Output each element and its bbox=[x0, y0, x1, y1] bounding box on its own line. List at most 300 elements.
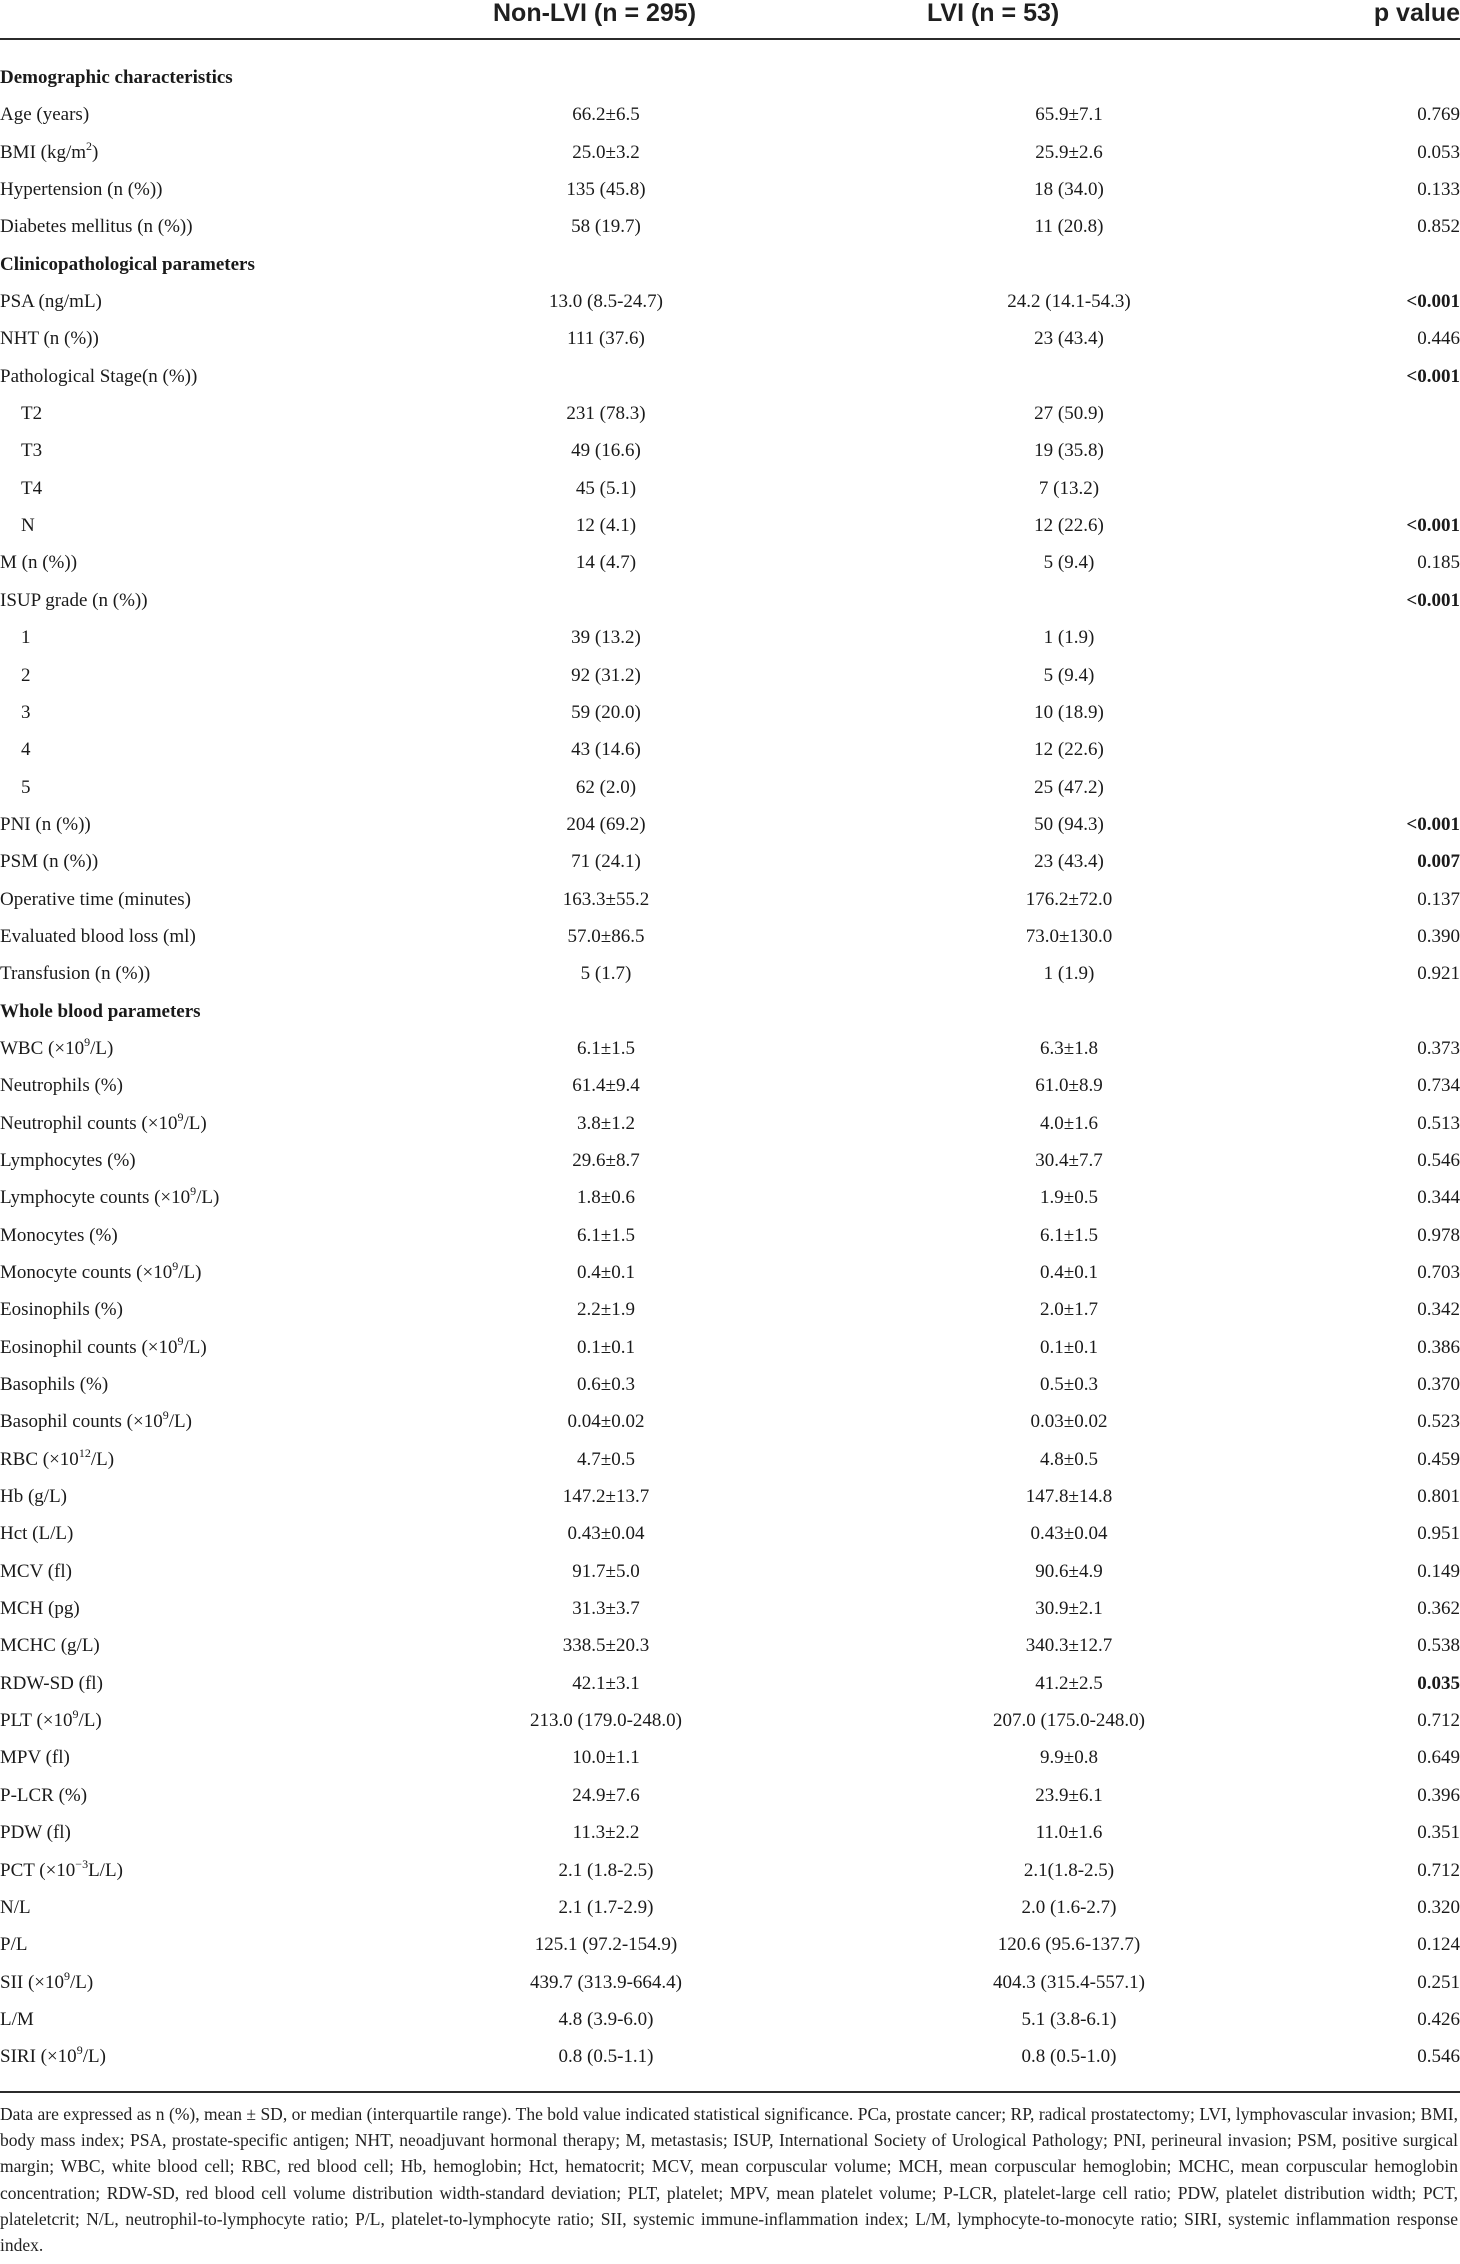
cell-lvi: 6.1±1.5 bbox=[1040, 1224, 1098, 1246]
cell-non-lvi: 125.1 (97.2-154.9) bbox=[534, 1934, 678, 1956]
row-label-text: PSM (n (%)) bbox=[0, 851, 99, 873]
cell-non-lvi: 39 (13.2) bbox=[571, 627, 641, 649]
cell-p-value: 0.133 bbox=[1417, 179, 1460, 201]
cell-lvi: 2.0±1.7 bbox=[1040, 1299, 1098, 1321]
row-label-text: PDW (fl) bbox=[0, 1822, 71, 1844]
table-row bbox=[0, 208, 1460, 245]
cell-p-value: 0.007 bbox=[1417, 851, 1460, 873]
table-row bbox=[0, 1665, 1460, 1702]
cell-non-lvi: 66.2±6.5 bbox=[572, 104, 640, 126]
table-row bbox=[0, 1441, 1460, 1478]
cell-p-value: 0.546 bbox=[1417, 2046, 1460, 2068]
row-label-text: 1 bbox=[21, 627, 31, 649]
cell-p-value: 0.513 bbox=[1417, 1112, 1460, 1134]
section-title bbox=[0, 59, 233, 96]
cell-lvi: 2.1(1.8-2.5) bbox=[1023, 1859, 1115, 1881]
row-label-text: Monocytes (%) bbox=[0, 1224, 118, 1246]
row-label bbox=[0, 1590, 80, 1627]
row-label-text: PNI (n (%)) bbox=[0, 813, 91, 835]
cell-lvi: 6.3±1.8 bbox=[1040, 1037, 1098, 1059]
row-label-text: Diabetes mellitus (n (%)) bbox=[0, 216, 193, 238]
cell-lvi: 0.43±0.04 bbox=[1030, 1523, 1108, 1545]
row-label bbox=[21, 657, 31, 694]
cell-non-lvi: 0.4±0.1 bbox=[577, 1262, 635, 1283]
cell-p-value: <0.001 bbox=[1406, 515, 1460, 537]
cell-lvi: 4.8±0.5 bbox=[1040, 1448, 1098, 1470]
row-label-superscript: 9 bbox=[162, 1408, 169, 1423]
row-label-text: Eosinophil counts (×10 bbox=[0, 1336, 178, 1358]
row-label bbox=[0, 1030, 113, 1067]
row-label bbox=[0, 1553, 72, 1590]
cell-non-lvi: 11.3±2.2 bbox=[572, 1822, 640, 1844]
row-label-text: Demographic characteristics bbox=[0, 67, 233, 88]
table-row bbox=[0, 432, 1460, 469]
row-label-text: BMI (kg/m bbox=[0, 141, 87, 163]
row-label-text: SIRI (×10 bbox=[0, 2046, 77, 2068]
table-row bbox=[0, 358, 1460, 395]
row-label bbox=[0, 544, 77, 581]
cell-p-value: 0.370 bbox=[1417, 1374, 1460, 1396]
row-label-superscript: 9 bbox=[76, 2043, 83, 2058]
row-label-text: RBC (×10 bbox=[0, 1448, 79, 1470]
cell-non-lvi: 59 (20.0) bbox=[571, 701, 641, 723]
cell-lvi: 19 (35.8) bbox=[1034, 440, 1104, 462]
cell-p-value: 0.459 bbox=[1417, 1448, 1460, 1470]
row-label-superscript: 9 bbox=[172, 1259, 179, 1273]
cell-lvi: 0.1±0.1 bbox=[1040, 1336, 1098, 1358]
row-label-text: PLT (×10 bbox=[0, 1710, 73, 1732]
cell-lvi: 207.0 (175.0-248.0) bbox=[993, 1710, 1145, 1732]
cell-non-lvi: 2.1 (1.8-2.5) bbox=[558, 1859, 654, 1881]
table-row bbox=[0, 1105, 1460, 1142]
cell-non-lvi: 3.8±1.2 bbox=[577, 1112, 635, 1134]
row-label-suffix: /L) bbox=[183, 1112, 207, 1134]
cell-non-lvi: 2.1 (1.7-2.9) bbox=[558, 1896, 654, 1918]
table-row bbox=[0, 769, 1460, 806]
cell-p-value: 0.801 bbox=[1417, 1486, 1460, 1508]
row-label-text: T4 bbox=[21, 477, 43, 499]
table-row bbox=[0, 1030, 1460, 1067]
row-label bbox=[21, 507, 35, 544]
cell-lvi: 2.0 (1.6-2.7) bbox=[1021, 1896, 1117, 1918]
cell-non-lvi: 439.7 (313.9-664.4) bbox=[530, 1971, 682, 1993]
cell-p-value: 0.351 bbox=[1417, 1822, 1460, 1844]
cell-p-value: 0.523 bbox=[1417, 1411, 1460, 1433]
section-title bbox=[0, 246, 255, 283]
table-row bbox=[0, 1553, 1460, 1590]
cell-lvi: 90.6±4.9 bbox=[1035, 1560, 1103, 1582]
cell-lvi: 5.1 (3.8-6.1) bbox=[1021, 2008, 1117, 2030]
cell-non-lvi: 4.8 (3.9-6.0) bbox=[558, 2008, 654, 2030]
row-label-text: Neutrophils (%) bbox=[0, 1075, 123, 1097]
cell-p-value: 0.149 bbox=[1417, 1560, 1460, 1582]
table-header bbox=[0, 0, 1460, 34]
table-row bbox=[0, 2001, 1460, 2038]
cell-non-lvi: 0.8 (0.5-1.1) bbox=[558, 2046, 654, 2068]
cell-lvi: 11 (20.8) bbox=[1034, 216, 1104, 238]
cell-non-lvi: 2.2±1.9 bbox=[577, 1299, 635, 1321]
cell-non-lvi: 0.6±0.3 bbox=[577, 1374, 635, 1396]
cell-p-value: 0.373 bbox=[1417, 1037, 1460, 1059]
table-row bbox=[0, 1964, 1460, 2001]
table-row bbox=[0, 1179, 1460, 1216]
table-row bbox=[0, 1926, 1460, 1963]
cell-lvi: 340.3±12.7 bbox=[1025, 1635, 1113, 1657]
cell-lvi: 41.2±2.5 bbox=[1035, 1672, 1103, 1694]
row-label-suffix: L/L) bbox=[88, 1859, 123, 1881]
row-label-text: 4 bbox=[21, 739, 31, 761]
cell-lvi: 5 (9.4) bbox=[1043, 552, 1095, 574]
cell-p-value: 0.712 bbox=[1417, 1710, 1460, 1732]
cell-non-lvi: 57.0±86.5 bbox=[567, 925, 645, 947]
row-label bbox=[0, 955, 150, 992]
row-label bbox=[0, 1142, 136, 1179]
cell-lvi: 404.3 (315.4-557.1) bbox=[993, 1971, 1145, 1993]
row-label bbox=[0, 1105, 207, 1142]
cell-p-value: 0.124 bbox=[1417, 1934, 1460, 1956]
table-row bbox=[0, 657, 1460, 694]
row-label-text: Neutrophil counts (×10 bbox=[0, 1112, 178, 1134]
cell-non-lvi: 13.0 (8.5-24.7) bbox=[549, 291, 663, 313]
table-row bbox=[0, 918, 1460, 955]
row-label-text: Hct (L/L) bbox=[0, 1523, 74, 1545]
cell-non-lvi: 6.1±1.5 bbox=[577, 1037, 635, 1059]
section-header-row bbox=[0, 246, 1460, 283]
cell-p-value: 0.538 bbox=[1417, 1635, 1460, 1657]
cell-p-value: 0.251 bbox=[1417, 1971, 1460, 1993]
row-label-suffix: /L) bbox=[183, 1336, 207, 1358]
header-rule bbox=[0, 38, 1460, 40]
row-label-suffix: /L) bbox=[168, 1411, 192, 1433]
row-label-text: PCT (×10 bbox=[0, 1859, 76, 1881]
row-label-text: T2 bbox=[21, 403, 43, 425]
cell-p-value: 0.390 bbox=[1417, 925, 1460, 947]
cell-lvi: 25 (47.2) bbox=[1034, 776, 1104, 798]
cell-non-lvi: 5 (1.7) bbox=[580, 963, 632, 985]
row-label bbox=[0, 283, 102, 320]
row-label bbox=[0, 1366, 108, 1403]
table-row bbox=[0, 1702, 1460, 1739]
row-label bbox=[0, 1889, 31, 1926]
footer-rule bbox=[0, 2091, 1460, 2093]
cell-non-lvi: 4.7±0.5 bbox=[577, 1448, 635, 1470]
cell-non-lvi: 92 (31.2) bbox=[571, 664, 641, 686]
row-label-text: Pathological Stage(n (%)) bbox=[0, 365, 198, 387]
row-label bbox=[0, 1179, 219, 1216]
cell-p-value: 0.734 bbox=[1417, 1075, 1460, 1097]
row-label bbox=[0, 1926, 27, 1963]
cell-p-value: 0.769 bbox=[1417, 104, 1460, 126]
row-label-text: WBC (×10 bbox=[0, 1037, 85, 1059]
row-label-text: P/L bbox=[0, 1934, 28, 1956]
row-label bbox=[0, 1852, 123, 1889]
row-label bbox=[0, 918, 196, 955]
table-row bbox=[0, 1142, 1460, 1179]
row-label-text: RDW-SD (fl) bbox=[0, 1672, 103, 1694]
row-label-text: Transfusion (n (%)) bbox=[0, 963, 151, 985]
cell-p-value: 0.185 bbox=[1417, 552, 1460, 574]
row-label-superscript: 9 bbox=[64, 1968, 71, 1983]
table-row bbox=[0, 1590, 1460, 1627]
row-label bbox=[0, 806, 91, 843]
row-label-text: P-LCR (%) bbox=[0, 1784, 88, 1806]
row-label bbox=[0, 1329, 207, 1366]
cell-p-value: 0.712 bbox=[1417, 1859, 1460, 1881]
cell-p-value: 0.137 bbox=[1417, 888, 1460, 910]
row-label-text: Evaluated blood loss (ml) bbox=[0, 925, 196, 947]
table-row bbox=[0, 470, 1460, 507]
cell-lvi: 23.9±6.1 bbox=[1035, 1784, 1103, 1806]
row-label-text: N/L bbox=[0, 1896, 31, 1918]
row-label bbox=[0, 1515, 73, 1552]
cell-lvi: 0.5±0.3 bbox=[1040, 1374, 1098, 1396]
row-label bbox=[0, 171, 163, 208]
row-label bbox=[0, 1777, 87, 1814]
row-label-text: Whole blood parameters bbox=[0, 1000, 201, 1022]
cell-lvi: 23 (43.4) bbox=[1034, 328, 1104, 350]
table-row bbox=[0, 1478, 1460, 1515]
table-row bbox=[0, 806, 1460, 843]
cell-non-lvi: 43 (14.6) bbox=[571, 739, 641, 761]
row-label-text: NHT (n (%)) bbox=[0, 328, 99, 350]
row-label-text: T3 bbox=[21, 440, 43, 462]
cell-lvi: 1 (1.9) bbox=[1043, 627, 1095, 649]
row-label bbox=[0, 881, 191, 918]
row-label bbox=[21, 694, 31, 731]
cell-p-value: 0.978 bbox=[1417, 1224, 1460, 1246]
table-row bbox=[0, 1515, 1460, 1552]
row-label bbox=[0, 1665, 103, 1702]
row-label-text: Age (years) bbox=[0, 104, 90, 126]
cell-p-value: 0.053 bbox=[1417, 141, 1460, 163]
cell-lvi: 27 (50.9) bbox=[1034, 403, 1104, 425]
cell-lvi: 23 (43.4) bbox=[1034, 851, 1104, 873]
row-label bbox=[0, 1067, 123, 1104]
cell-non-lvi: 111 (37.6) bbox=[567, 328, 645, 350]
row-label-text: Lymphocytes (%) bbox=[0, 1149, 136, 1171]
row-label-text: 3 bbox=[21, 701, 31, 723]
cell-non-lvi: 10.0±1.1 bbox=[572, 1747, 640, 1769]
table-row bbox=[0, 619, 1460, 656]
row-label bbox=[0, 2001, 34, 2038]
table-row bbox=[0, 731, 1460, 768]
cell-lvi: 18 (34.0) bbox=[1034, 179, 1104, 201]
row-label-superscript: 2 bbox=[86, 138, 93, 153]
cell-non-lvi: 0.43±0.04 bbox=[567, 1523, 645, 1545]
table-row bbox=[0, 395, 1460, 432]
row-label-superscript: 9 bbox=[177, 1333, 184, 1348]
table-row bbox=[0, 2038, 1460, 2075]
row-label-text: Hypertension (n (%)) bbox=[0, 179, 163, 201]
cell-lvi: 1.9±0.5 bbox=[1040, 1187, 1098, 1209]
cell-non-lvi: 213.0 (179.0-248.0) bbox=[530, 1710, 682, 1732]
cell-lvi: 30.4±7.7 bbox=[1035, 1149, 1103, 1171]
cell-p-value: 0.852 bbox=[1417, 216, 1460, 238]
cell-non-lvi: 163.3±55.2 bbox=[562, 888, 650, 910]
row-label bbox=[0, 134, 98, 171]
row-label-text: 2 bbox=[21, 664, 31, 686]
row-label bbox=[0, 843, 98, 880]
row-label bbox=[0, 208, 193, 245]
cell-non-lvi: 45 (5.1) bbox=[575, 477, 637, 499]
cell-non-lvi: 25.0±3.2 bbox=[572, 141, 640, 163]
cell-non-lvi: 12 (4.1) bbox=[575, 515, 637, 537]
cell-lvi: 5 (9.4) bbox=[1043, 664, 1095, 686]
row-label bbox=[0, 1702, 102, 1739]
cell-non-lvi: 31.3±3.7 bbox=[572, 1598, 640, 1620]
row-label-text: Hb (g/L) bbox=[0, 1486, 68, 1508]
cell-non-lvi: 58 (19.7) bbox=[571, 216, 641, 238]
cell-lvi: 11.0±1.6 bbox=[1035, 1822, 1103, 1844]
cell-non-lvi: 1.8±0.6 bbox=[577, 1187, 635, 1209]
cell-lvi: 73.0±130.0 bbox=[1025, 925, 1113, 947]
row-label-suffix: /L) bbox=[78, 1710, 102, 1732]
row-label-text: MCHC (g/L) bbox=[0, 1635, 100, 1657]
cell-p-value: 0.396 bbox=[1417, 1784, 1460, 1806]
row-label-text: MCV (fl) bbox=[0, 1560, 72, 1582]
cell-non-lvi: 24.9±7.6 bbox=[572, 1784, 640, 1806]
cell-non-lvi: 0.04±0.02 bbox=[567, 1411, 645, 1433]
cell-non-lvi: 29.6±8.7 bbox=[572, 1149, 640, 1171]
section-title bbox=[0, 993, 201, 1030]
cell-p-value: 0.426 bbox=[1417, 2008, 1460, 2030]
cell-non-lvi: 0.1±0.1 bbox=[577, 1336, 635, 1358]
header-lvi: LVI (n = 53) bbox=[927, 0, 1060, 27]
table-row bbox=[0, 134, 1460, 171]
row-label bbox=[21, 769, 31, 806]
header-p-value: p value bbox=[1373, 0, 1460, 27]
row-label-text: L/M bbox=[0, 2008, 34, 2030]
cell-non-lvi: 147.2±13.7 bbox=[562, 1486, 650, 1508]
table-row bbox=[0, 544, 1460, 581]
cell-non-lvi: 231 (78.3) bbox=[566, 403, 646, 425]
cell-p-value: 0.344 bbox=[1417, 1187, 1460, 1209]
table-row bbox=[0, 1291, 1460, 1328]
table-row bbox=[0, 1067, 1460, 1104]
row-label-text: 5 bbox=[21, 776, 31, 798]
row-label bbox=[0, 1739, 70, 1776]
table-row bbox=[0, 955, 1460, 992]
row-label-text: Clinicopathological parameters bbox=[0, 253, 255, 275]
row-label-text: Lymphocyte counts (×10 bbox=[0, 1187, 191, 1209]
row-label-suffix: /L) bbox=[82, 2046, 106, 2068]
row-label bbox=[21, 731, 31, 768]
row-label-superscript: 12 bbox=[78, 1445, 91, 1460]
cell-non-lvi: 338.5±20.3 bbox=[562, 1635, 650, 1657]
row-label-text: ISUP grade (n (%)) bbox=[0, 589, 148, 611]
table-row bbox=[0, 1889, 1460, 1926]
row-label-text: PSA (ng/mL) bbox=[0, 291, 102, 313]
table-footnote: Data are expressed as n (%), mean ± SD, or median (interquartile range). The bold value indicated statistical significance. PCa, prostate cancer; RP, radical prostatectomy; LVI, lymphovascular invasion; BMI, body mass index; PSA, prostate-specific antigen; NHT, neoadjuvant hormonal therapy; M, metastasis; ISUP, International Society of Urological Pathology; PNI, perineural invasion; PSM, positive surgical margin; WBC, white blood cell; RBC, red blood cell; Hb, hemoglobin; Hct, hematocrit; MCV, mean corpuscular volume; MCH, mean corpuscular hemoglobin; MCHC, mean corpuscular hemoglobin concentration; RDW-SD, red blood cell volume distribution width-standard deviation; PLT, platelet; MPV, mean platelet volume; P-LCR, platelet-large cell ratio; PDW, platelet distribution width; PCT, plateletcrit; N/L, neutrophil-to-lymphocyte ratio; P/L, platelet-to-lymphocyte ratio; SII, systemic immune-inflammation index; L/M, lymphocyte-to-monocyte ratio; SIRI, systemic inflammation response index. bbox=[0, 2104, 1458, 2256]
cell-p-value: 0.546 bbox=[1417, 1149, 1460, 1171]
table-row bbox=[0, 1852, 1460, 1889]
table-row bbox=[0, 1254, 1460, 1291]
cell-p-value: <0.001 bbox=[1406, 291, 1460, 313]
row-label-text: Basophils (%) bbox=[0, 1374, 109, 1396]
cell-p-value: <0.001 bbox=[1406, 813, 1460, 835]
table-body bbox=[0, 59, 1460, 2076]
row-label-superscript: 9 bbox=[190, 1184, 197, 1199]
row-label bbox=[0, 1478, 67, 1515]
cell-lvi: 1 (1.9) bbox=[1043, 963, 1095, 985]
table-row bbox=[0, 1739, 1460, 1776]
row-label-suffix: /L) bbox=[90, 1448, 115, 1470]
table-row bbox=[0, 1814, 1460, 1851]
cell-lvi: 7 (13.2) bbox=[1038, 477, 1100, 499]
row-label bbox=[0, 1403, 192, 1440]
row-label-text: N bbox=[21, 515, 35, 537]
cell-p-value: <0.001 bbox=[1406, 365, 1460, 387]
row-label-text: Monocyte counts (×10 bbox=[0, 1262, 173, 1283]
table-row bbox=[0, 1217, 1460, 1254]
row-label bbox=[0, 1217, 118, 1254]
table-row bbox=[0, 694, 1460, 731]
row-label bbox=[0, 1254, 201, 1291]
row-label bbox=[0, 1814, 71, 1851]
cell-non-lvi: 42.1±3.1 bbox=[572, 1672, 640, 1694]
cell-non-lvi: 204 (69.2) bbox=[566, 813, 646, 835]
row-label bbox=[0, 1441, 114, 1478]
row-label-suffix: /L) bbox=[178, 1262, 202, 1283]
row-label-text: MCH (pg) bbox=[0, 1598, 80, 1620]
table-row bbox=[0, 1403, 1460, 1440]
cell-lvi: 0.03±0.02 bbox=[1030, 1411, 1108, 1433]
row-label-text: SII (×10 bbox=[0, 1971, 65, 1993]
table-row bbox=[0, 1329, 1460, 1366]
row-label-superscript: −3 bbox=[75, 1856, 89, 1871]
cell-lvi: 12 (22.6) bbox=[1034, 515, 1104, 537]
cell-p-value: 0.951 bbox=[1417, 1523, 1460, 1545]
table-row bbox=[0, 843, 1460, 880]
row-label bbox=[21, 432, 42, 469]
cell-p-value: 0.342 bbox=[1417, 1299, 1460, 1321]
cell-p-value: 0.649 bbox=[1417, 1747, 1460, 1769]
cell-lvi: 30.9±2.1 bbox=[1035, 1598, 1103, 1620]
cell-p-value: 0.320 bbox=[1417, 1896, 1460, 1918]
row-label bbox=[21, 470, 42, 507]
cell-lvi: 147.8±14.8 bbox=[1025, 1486, 1113, 1508]
cell-p-value: 0.703 bbox=[1417, 1262, 1460, 1283]
table-row bbox=[0, 171, 1460, 208]
row-label-superscript: 9 bbox=[72, 1707, 79, 1722]
cell-non-lvi: 61.4±9.4 bbox=[572, 1075, 640, 1097]
cell-lvi: 4.0±1.6 bbox=[1040, 1112, 1098, 1134]
cell-p-value: 0.386 bbox=[1417, 1336, 1460, 1358]
row-label bbox=[0, 1627, 100, 1664]
row-label-suffix: /L) bbox=[90, 1037, 114, 1059]
table-row bbox=[0, 1777, 1460, 1814]
cell-p-value: 0.362 bbox=[1417, 1598, 1460, 1620]
cell-p-value: 0.921 bbox=[1417, 963, 1460, 985]
row-label bbox=[21, 619, 31, 656]
row-label bbox=[21, 395, 42, 432]
table-row bbox=[0, 582, 1460, 619]
cell-lvi: 120.6 (95.6-137.7) bbox=[997, 1934, 1141, 1956]
cell-lvi: 24.2 (14.1-54.3) bbox=[1007, 291, 1131, 313]
cell-lvi: 50 (94.3) bbox=[1034, 813, 1104, 835]
cell-lvi: 25.9±2.6 bbox=[1035, 141, 1103, 163]
row-label-text: Basophil counts (×10 bbox=[0, 1411, 163, 1433]
table-row bbox=[0, 507, 1460, 544]
row-label bbox=[0, 1291, 123, 1328]
table-row bbox=[0, 320, 1460, 357]
cell-lvi: 176.2±72.0 bbox=[1025, 888, 1113, 910]
cell-lvi: 9.9±0.8 bbox=[1040, 1747, 1098, 1769]
cell-p-value: <0.001 bbox=[1406, 589, 1460, 611]
row-label-text: M (n (%)) bbox=[0, 552, 78, 574]
cell-non-lvi: 135 (45.8) bbox=[566, 179, 646, 201]
row-label-text: Eosinophils (%) bbox=[0, 1299, 123, 1321]
